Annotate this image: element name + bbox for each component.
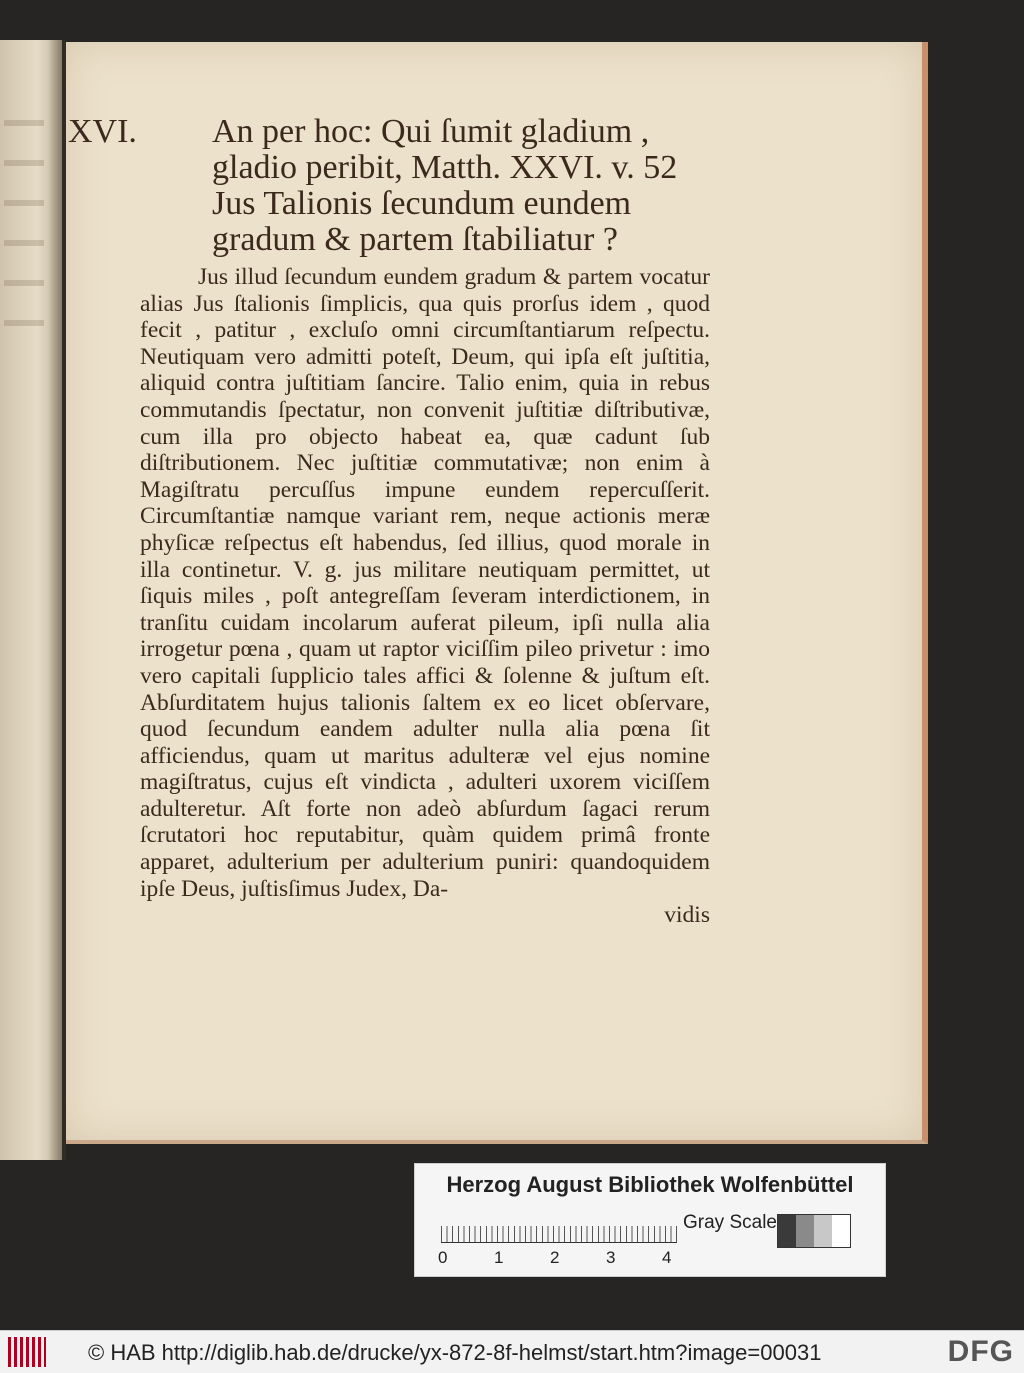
gray-scale-swatches [777,1214,851,1248]
ruler-number: 2 [550,1248,560,1267]
book-gutter [48,40,66,1160]
hab-barcode-icon [8,1337,46,1367]
body-paragraph: Jus illud ſecundum eundem gradum & partem vocatur alias Jus ſtalionis ſimplicis, qua quis prorſus idem , quod fecit , patitur , excluſo omni circumſtantiarum reſpectu. Neutiquam vero admitti poteſt, Deum, qui ipſa eſt juſtitia, aliquid contra juſtitiam ſancire. Talio enim, quia in rebus commutandis ſpectatur, non convenit juſtitiæ diſtributivæ, cum illa pro objecto habeat ea, quæ cadunt ſub diſtributionem. Nec juſtitiæ commutativæ; non enim à Magiſtratu percuſſus impune eundem repercuſſerit. Circumſtantiæ namque variant rem, neque actionis meræ phyſicæ reſpectus eſt habendus, ſed illius, quod morale in illa continetur. V. g. jus militare neutiquam permittet, ut ſiquis miles , poſt antegreſſam ſeveram interdictionem, in tranſitu cuidam incolarum auferat pileum, ipſi nulla alia irrogetur pœna , quam ut raptor viciſſim pileo privetur : imo vero capitali ſupplicio tales affici & ſolenne & juſtum eſt. Abſurditatem hujus talionis ſaltem ex eo licet obſervare, quod ſecundum eandem adulter nulla alia pœna ſit afficiendus, quam ut maritus adulteræ vel ejus nomine magiſtratus, cujus eſt vindicta , adulteri uxorem viciſſem adulteretur. Aſt forte non adeò abſurdum ſagaci rerum ſcrutatori hoc reputabitur, quàm quidem primâ fronte apparet, adulterium per adulterium puniri: quandoquidem ipſe Deus, juſtisſimus Judex, Da- [140,264,710,902]
page-text [68,113,710,929]
library-name: Herzog August Bibliothek Wolfenbüttel [446,1172,854,1197]
gray-swatch [796,1215,814,1247]
footer-bar [0,1330,1024,1373]
section-number: XVI. [68,113,137,150]
gray-swatch [832,1215,850,1247]
measurement-ruler [441,1212,677,1243]
dfg-logo: DFG [947,1335,1014,1368]
gray-swatch [778,1215,796,1247]
gray-scale-label: Gray Scale [683,1212,777,1233]
gray-swatch [814,1215,832,1247]
book-page [66,42,928,1144]
footer-url-text[interactable]: © HAB http://diglib.hab.de/drucke/yx-872-8f-helmst/start.htm?image=00031 [88,1340,822,1365]
catchword: vidis [664,902,710,929]
color-calibration-bar [414,1163,886,1277]
ruler-number: 0 [438,1248,448,1267]
section-heading [68,113,710,258]
ruler-number: 4 [662,1248,672,1267]
ruler-number: 1 [494,1248,504,1267]
ruler-number: 3 [606,1248,616,1267]
section-question: An per hoc: Qui ſumit gladium , gladio peribit, Matth. XXVI. v. 52 Jus Talionis ſecundum eundem gradum & partem ſtabiliatur ? [212,113,678,258]
